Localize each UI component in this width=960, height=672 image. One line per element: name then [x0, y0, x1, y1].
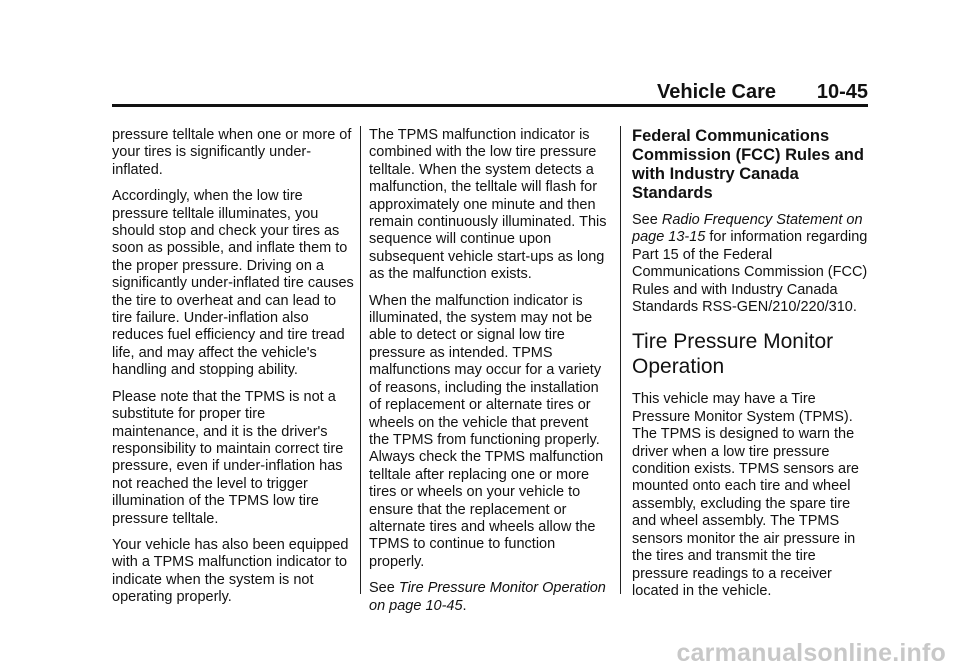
see-reference: [369, 580, 611, 615]
paragraph: pressure telltale when one or more of your tires is significantly under-inflated.: [112, 127, 352, 178]
see-suffix: for information regarding Part 15 of the Federal Communications Commission (FCC) Rules and with Industry Canada Standards RSS-GEN/210/220/310.: [632, 229, 868, 316]
section-title: Vehicle Care: [657, 81, 776, 103]
paragraph: Please note that the TPMS is not a substitute for proper tire maintenance, and it is the driver's responsibility to maintain correct tire pressure, even if under-inflation has not reached the level to trigger illumination of the TPMS low tire pressure telltale.: [112, 388, 344, 527]
page-number: 10-45: [816, 81, 868, 103]
see-prefix: See: [369, 580, 399, 597]
column-divider: [620, 126, 621, 594]
see-reference: [632, 212, 872, 316]
paragraph: This vehicle may have a Tire Pressure Monitor System (TPMS). The TPMS is designed to warn the driver when a low tire pressure condition exists. TPMS sensors are mounted onto each tire and wheel assembly, excluding the spare tire and wheel assembly. The TPMS sensors monitor the air pressure in the tires and transmit the tire pressure readings to a receiver located in the vehicle.: [632, 391, 859, 599]
column-divider: [360, 126, 361, 594]
cross-reference-link[interactable]: Tire Pressure Monitor Operation on page 10-45: [369, 580, 606, 614]
watermark: carmanualsonline.info: [676, 639, 946, 667]
cross-reference-link[interactable]: Radio Frequency Statement on page 13-15: [632, 212, 863, 246]
paragraph: Accordingly, when the low tire pressure telltale illuminates, you should stop and check your tires as soon as possible, and inflate them to the proper pressure. Driving on a significantly under-inflated tire causes the tire to overheat and can lead to tire failure. Under-inflation also reduces fuel efficiency and tire tread life, and may affect the vehicle's handling and stopping ability.: [112, 188, 354, 379]
page-header: [112, 80, 868, 107]
section-heading-tpms: Tire Pressure Monitor Operation: [632, 330, 834, 379]
column-1: [112, 127, 356, 616]
section-heading-fcc: Federal Communications Commission (FCC) Rules and with Industry Canada Standards: [632, 127, 864, 202]
paragraph: Your vehicle has also been equipped with a TPMS malfunction indicator to indicate when the system is not operating properly.: [112, 536, 349, 606]
column-3: [632, 127, 872, 609]
paragraph: When the malfunction indicator is illuminated, the system may not be able to detect or signal low tire pressure as intended. TPMS malfunctions may occur for a variety of reasons, including the installation of replacement or alternate tires or wheels on the vehicle that prevent the TPMS from functioning properly. Always check the TPMS malfunction telltale after replacing one or more tires or wheels on your vehicle to ensure that the replacement or alternate tires and wheels allow the TPMS to continue to function properly.: [369, 292, 604, 570]
see-suffix: .: [462, 597, 467, 614]
see-prefix: See: [632, 212, 662, 228]
column-2: [369, 127, 611, 624]
paragraph: The TPMS malfunction indicator is combined with the low tire pressure telltale. When the system detects a malfunction, the telltale will flash for approximately one minute and then remain continuously illuminated. This sequence will continue upon subsequent vehicle start-ups as long as the malfunction exists.: [369, 127, 607, 283]
